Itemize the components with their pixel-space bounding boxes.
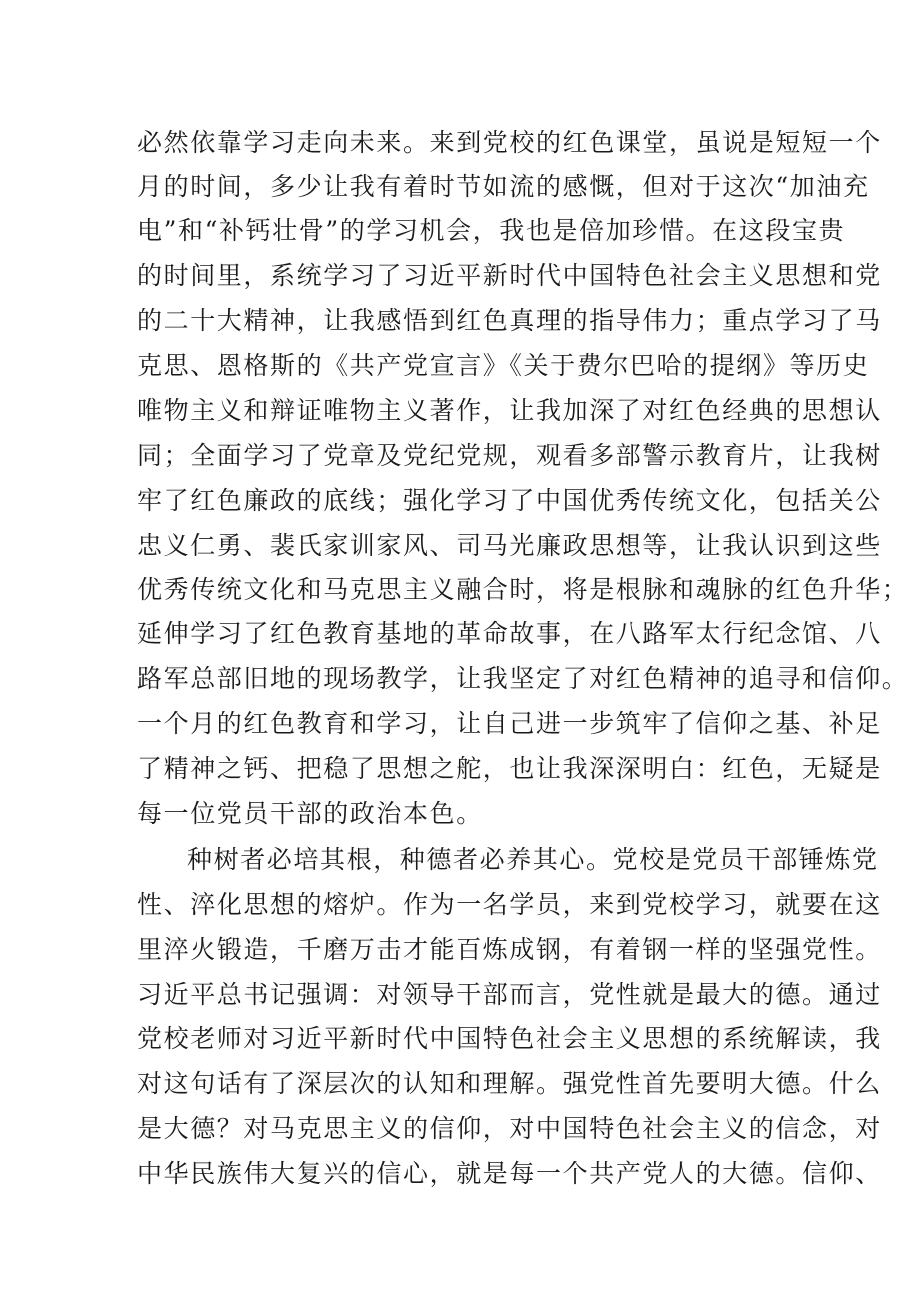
- text-line: 的时间里，系统学习了习近平新时代中国特色社会主义思想和党: [137, 261, 882, 290]
- text-line: 的二十大精神，让我感悟到红色真理的指导伟力；重点学习了马: [137, 306, 882, 335]
- text-line: 里淬火锻造，千磨万击才能百炼成钢，有着钢一样的坚强党性。: [137, 935, 882, 964]
- text-line: 性、淬化思想的熔炉。作为一名学员，来到党校学习，就要在这: [137, 890, 882, 919]
- text-line: 一个月的红色教育和学习，让自己进一步筑牢了信仰之基、补足: [137, 709, 882, 738]
- text-line: 了精神之钙、把稳了思想之舵，也让我深深明白：红色，无疑是: [137, 754, 882, 783]
- text-line: 习近平总书记强调：对领导干部而言，党性就是最大的德。通过: [137, 980, 882, 1009]
- text-line: 同；全面学习了党章及党纪党规，观看多部警示教育片，让我树: [137, 441, 882, 470]
- text-line: 唯物主义和辩证唯物主义著作，让我加深了对红色经典的思想认: [137, 396, 882, 425]
- text-line: 中华民族伟大复兴的信心，就是每一个共产党人的大德。信仰、: [137, 1159, 882, 1188]
- text-line: 电”和“补钙壮骨”的学习机会，我也是倍加珍惜。在这段宝贵: [137, 216, 846, 245]
- text-line: 路军总部旧地的现场教学，让我坚定了对红色精神的追寻和信仰。: [137, 664, 909, 693]
- paragraph-first-line: 种树者必培其根，种德者必养其心。党校是党员干部锤炼党: [187, 845, 879, 874]
- text-line: 每一位党员干部的政治本色。: [137, 799, 483, 828]
- text-line: 月的时间，多少让我有着时节如流的感慨，但对于这次“加油充: [137, 172, 870, 201]
- text-line: 党校老师对习近平新时代中国特色社会主义思想的系统解读，我: [137, 1024, 882, 1053]
- text-line: 必然依靠学习走向未来。来到党校的红色课堂，虽说是短短一个: [137, 128, 882, 157]
- text-line: 优秀传统文化和马克思主义融合时，将是根脉和魂脉的红色升华；: [137, 575, 909, 604]
- text-line: 延伸学习了红色教育基地的革命故事，在八路军太行纪念馆、八: [137, 619, 882, 648]
- text-line: 克思、恩格斯的《共产党宣言》《关于费尔巴哈的提纲》等历史: [137, 351, 870, 380]
- text-line: 对这句话有了深层次的认知和理解。强党性首先要明大德。什么: [137, 1069, 882, 1098]
- text-line: 忠义仁勇、裴氏家训家风、司马光廉政思想等，让我认识到这些: [137, 531, 882, 560]
- text-line: 是大德？对马克思主义的信仰，对中国特色社会主义的信念，对: [137, 1114, 882, 1143]
- text-line: 牢了红色廉政的底线；强化学习了中国优秀传统文化，包括关公: [137, 486, 882, 515]
